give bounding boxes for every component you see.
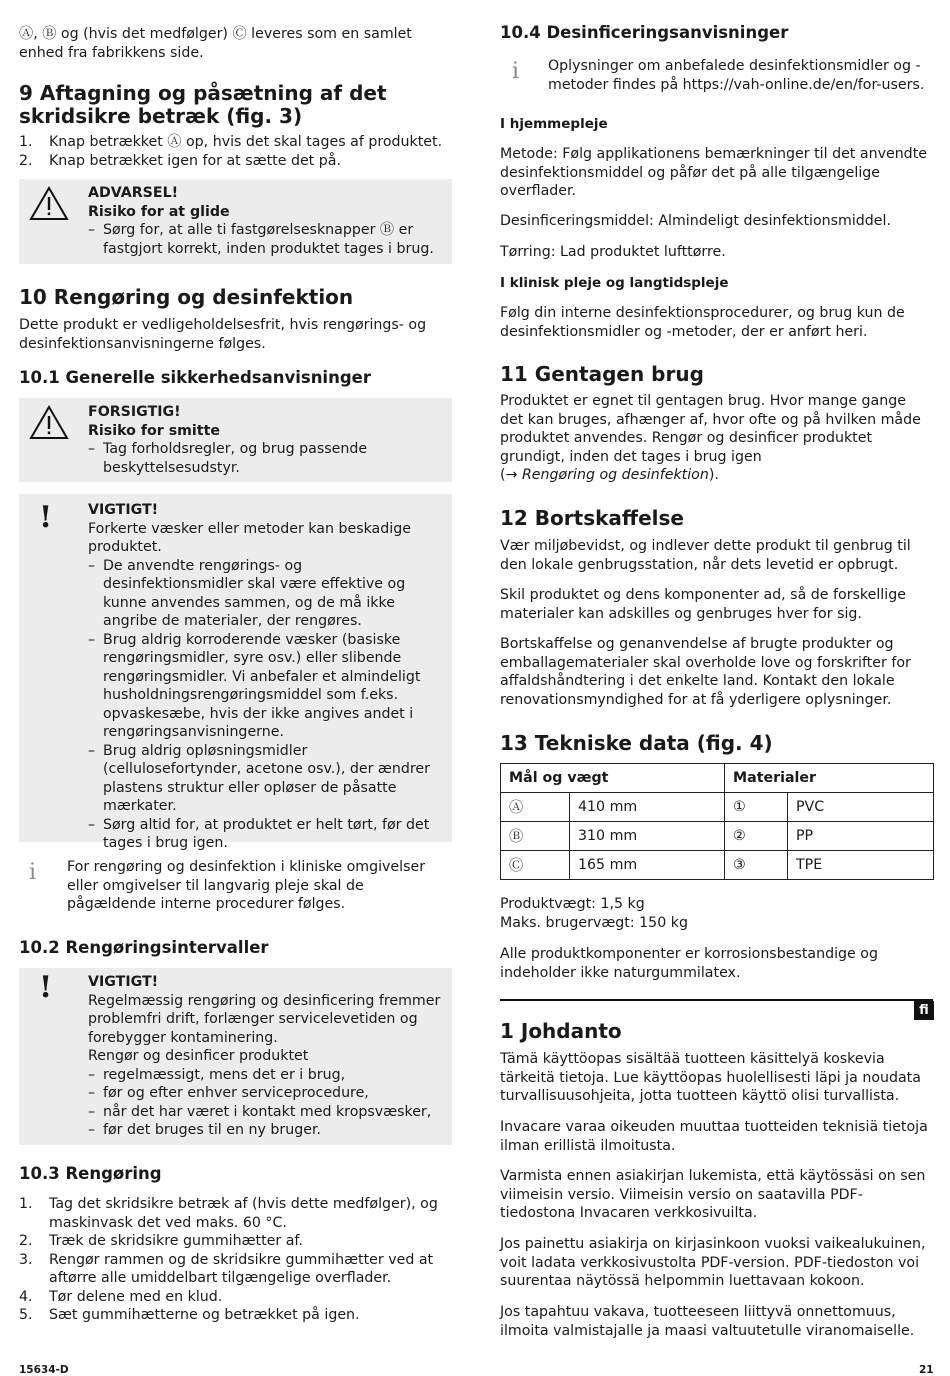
list-item: – Brug aldrig korroderende væsker (basiske rengøringsmidler, syre osv.) eller slibende rengøringsmidler. Vi anbefaler et almindeligt husholdningsrengøringsmiddel som f.eks. opvaskesæbe, hvis der ikke angives andet i rengøringsanvisningerne. bbox=[88, 631, 442, 742]
table-header-row bbox=[501, 764, 934, 793]
caution-title: FORSIGTIG! bbox=[88, 404, 181, 420]
important-box bbox=[19, 968, 452, 1145]
list-item: – før det bruges til en ny bruger. bbox=[88, 1121, 442, 1140]
important-text: Regelmæssig rengøring og desinficering fremmer problemfri drift, forlænger servicelevetiden og forebygger kontaminering. bbox=[88, 992, 441, 1046]
important-box bbox=[19, 494, 452, 851]
list-item: – regelmæssigt, mens det er i brug, bbox=[88, 1066, 442, 1085]
list-item: 1. Knap betrækket Ⓐ op, hvis det skal tages af produktet. bbox=[19, 134, 443, 150]
product-weight: Produktvægt: 1,5 kg bbox=[500, 896, 645, 912]
cross-reference-link[interactable]: Rengøring og desinfektion bbox=[521, 467, 709, 483]
section-12-title: 12 Bortskaffelse bbox=[500, 506, 684, 530]
section-9-steps bbox=[19, 133, 452, 170]
language-flag: fi bbox=[914, 1001, 934, 1020]
list-item: 3. Rengør rammen og de skridsikre gummihætter ved at aftørre alle umiddelbart tilgængelige overflader. bbox=[19, 1251, 434, 1286]
list-item: – Sørg for, at alle ti fastgørelsesknapper Ⓑ er fastgjort korrekt, inden produktet tages i brug. bbox=[88, 221, 442, 258]
caution-box bbox=[19, 398, 452, 482]
paragraph: Tørring: Lad produktet lufttørre. bbox=[500, 244, 726, 260]
paragraph: Følg din interne desinfektionsprocedurer, og brug kun de desinfektionsmidler og -metoder, der er anført heri. bbox=[500, 305, 905, 340]
section-10-3-steps bbox=[19, 1195, 452, 1325]
section-divider bbox=[500, 999, 933, 1001]
list-item: 1. Tag det skridsikre betræk af (hvis dette medfølger), og maskinvask det ved maks. 60 °C. bbox=[19, 1196, 438, 1231]
section-9-title: 9 Aftagning og påsætning af det skridsikre betræk (fig. 3) bbox=[19, 81, 387, 128]
paragraph: Bortskaffelse og genanvendelse af brugte produkter og emballagematerialer skal overholde love og forskrifter for affaldshåndtering i det enkelte land. Kontakt den lokale renovationsmyndighed for at få yderligere oplysninger. bbox=[500, 636, 911, 708]
clinical-care-title: I klinisk pleje og langtidspleje bbox=[500, 275, 729, 291]
page-number: 21 bbox=[919, 1364, 934, 1376]
warning-triangle-icon bbox=[29, 185, 69, 225]
section-13-title: 13 Tekniske data (fig. 4) bbox=[500, 731, 773, 755]
info-note bbox=[19, 858, 452, 918]
paragraph: Jos painettu asiakirja on kirjasinkoon vuoksi vaikealukuinen, voit ladata verkkosivustolta PDF-version. PDF-tiedoston voi suurentaa näytössä helpommin luettavaan kokoon. bbox=[500, 1236, 926, 1289]
important-text: Rengør og desinficer produktet bbox=[88, 1048, 309, 1064]
paragraph: Jos tapahtuu vakava, tuotteeseen liittyvä onnettomuus, ilmoita valmistajalle ja maasi valtuutetulle viranomaiselle. bbox=[500, 1304, 915, 1339]
important-title: VIGTIGT! bbox=[88, 502, 159, 518]
exclamation-icon: ! bbox=[39, 970, 53, 1005]
important-text: Forkerte væsker eller metoder kan beskadige produktet. bbox=[88, 520, 411, 555]
paragraph: Desinficeringsmiddel: Almindeligt desinfektionsmiddel. bbox=[500, 213, 891, 229]
warning-box bbox=[19, 179, 452, 264]
section-10-3-title: 10.3 Rengøring bbox=[19, 1164, 162, 1183]
column-header: Materialer bbox=[725, 764, 934, 793]
section-11-title: 11 Gentagen brug bbox=[500, 362, 704, 386]
technical-data-table bbox=[500, 763, 934, 880]
info-text: Oplysninger om anbefalede desinfektionsmidler og -metoder findes på https://vah-online.de/en/for-users. bbox=[548, 58, 925, 93]
exclamation-icon: ! bbox=[39, 500, 53, 535]
paragraph: Metode: Følg applikationens bemærkninger til det anvendte desinfektionsmiddel og påfør det på alle tilgængelige overflader. bbox=[500, 146, 927, 199]
list-item: – Brug aldrig opløsningsmidler (cellulosefortynder, acetone osv.), der ændrer plastens struktur eller opløser de påsatte mærkater. bbox=[88, 742, 442, 816]
intro-text: Ⓐ, Ⓑ og (hvis det medfølger) Ⓒ leveres som en samlet enhed fra fabrikkens side. bbox=[19, 26, 412, 61]
paragraph: Skil produktet og dens komponenter ad, så de forskellige materialer kan adskilles og genbruges hver for sig. bbox=[500, 587, 906, 622]
paragraph: Alle produktkomponenter er korrosionsbestandige og indeholder ikke naturgummilatex. bbox=[500, 946, 878, 981]
table-row: Ⓑ 310 mm ② PP bbox=[501, 822, 934, 851]
section-10-text: Dette produkt er vedligeholdelsesfrit, hvis rengørings- og desinfektionsanvisningerne følges. bbox=[19, 317, 427, 352]
max-user-weight: Maks. brugervægt: 150 kg bbox=[500, 915, 688, 931]
caution-subtitle: Risiko for smitte bbox=[88, 422, 220, 439]
paragraph: Varmista ennen asiakirjan lukemista, että käytössäsi on sen viimeisin versio. Viimeisin versio on saatavilla PDF-tiedostona Invacaren verkkosivuilta. bbox=[500, 1168, 926, 1221]
list-item: – Sørg altid for, at produktet er helt tørt, før det tages i brug igen. bbox=[88, 816, 442, 853]
finnish-section-title: 1 Johdanto bbox=[500, 1019, 622, 1043]
list-item: – før og efter enhver serviceprocedure, bbox=[88, 1084, 442, 1103]
important-title: VIGTIGT! bbox=[88, 974, 159, 990]
info-icon: i bbox=[512, 59, 520, 84]
home-care-title: I hjemmepleje bbox=[500, 116, 608, 132]
section-10-4-title: 10.4 Desinficeringsanvisninger bbox=[500, 23, 789, 42]
table-row: Ⓒ 165 mm ③ TPE bbox=[501, 851, 934, 880]
list-item: – når det har været i kontakt med kropsvæsker, bbox=[88, 1103, 442, 1122]
list-item: – De anvendte rengørings- og desinfektionsmidler skal være effektive og kunne anvendes sammen, og de må ikke angribe de materialer, der rengøres. bbox=[88, 557, 442, 631]
section-10-1-title: 10.1 Generelle sikkerhedsanvisninger bbox=[19, 368, 371, 387]
warning-triangle-icon bbox=[29, 404, 69, 444]
document-id: 15634-D bbox=[19, 1364, 69, 1376]
info-icon: i bbox=[29, 860, 37, 885]
list-item: – Tag forholdsregler, og brug passende beskyttelsesudstyr. bbox=[88, 440, 442, 477]
info-text: For rengøring og desinfektion i kliniske omgivelser eller omgivelser til langvarig pleje skal de pågældende interne procedurer følges. bbox=[67, 859, 426, 912]
paragraph: Tämä käyttöopas sisältää tuotteen käsittelyä koskevia tärkeitä tietoja. Lue käyttöopas huolellisesti läpi ja noudata turvallisuusohjeita, jotta tuotteen käyttö olisi turvallista. bbox=[500, 1051, 921, 1104]
list-item: 2. Knap betrækket igen for at sætte det på. bbox=[19, 152, 341, 169]
section-10-2-title: 10.2 Rengøringsintervaller bbox=[19, 938, 269, 957]
column-header: Mål og vægt bbox=[501, 764, 725, 793]
list-item: 2. Træk de skridsikre gummihætter af. bbox=[19, 1233, 303, 1249]
paragraph: Invacare varaa oikeuden muuttaa tuotteiden teknisiä tietoja ilman erillistä ilmoitusta. bbox=[500, 1119, 928, 1154]
table-row: Ⓐ 410 mm ① PVC bbox=[501, 793, 934, 822]
warning-title: ADVARSEL! bbox=[88, 185, 179, 201]
paragraph: Produktet er egnet til gentagen brug. Hvor mange gange det kan bruges, afhænger af, hvor ofte og på hvilken måde produktet anvendes. Rengør og desinficer produktet grundigt, inden det tages i brug igen (→ Rengøring og desinfektion). bbox=[500, 393, 921, 483]
section-10-title: 10 Rengøring og desinfektion bbox=[19, 285, 354, 309]
list-item: 5. Sæt gummihætterne og betrækket på igen. bbox=[19, 1307, 360, 1323]
info-note bbox=[500, 57, 933, 97]
paragraph: Vær miljøbevidst, og indlever dette produkt til genbrug til den lokale genbrugsstation, når dets levetid er opbrugt. bbox=[500, 538, 911, 573]
list-item: 4. Tør delene med en klud. bbox=[19, 1288, 223, 1305]
warning-subtitle: Risiko for at glide bbox=[88, 203, 230, 220]
